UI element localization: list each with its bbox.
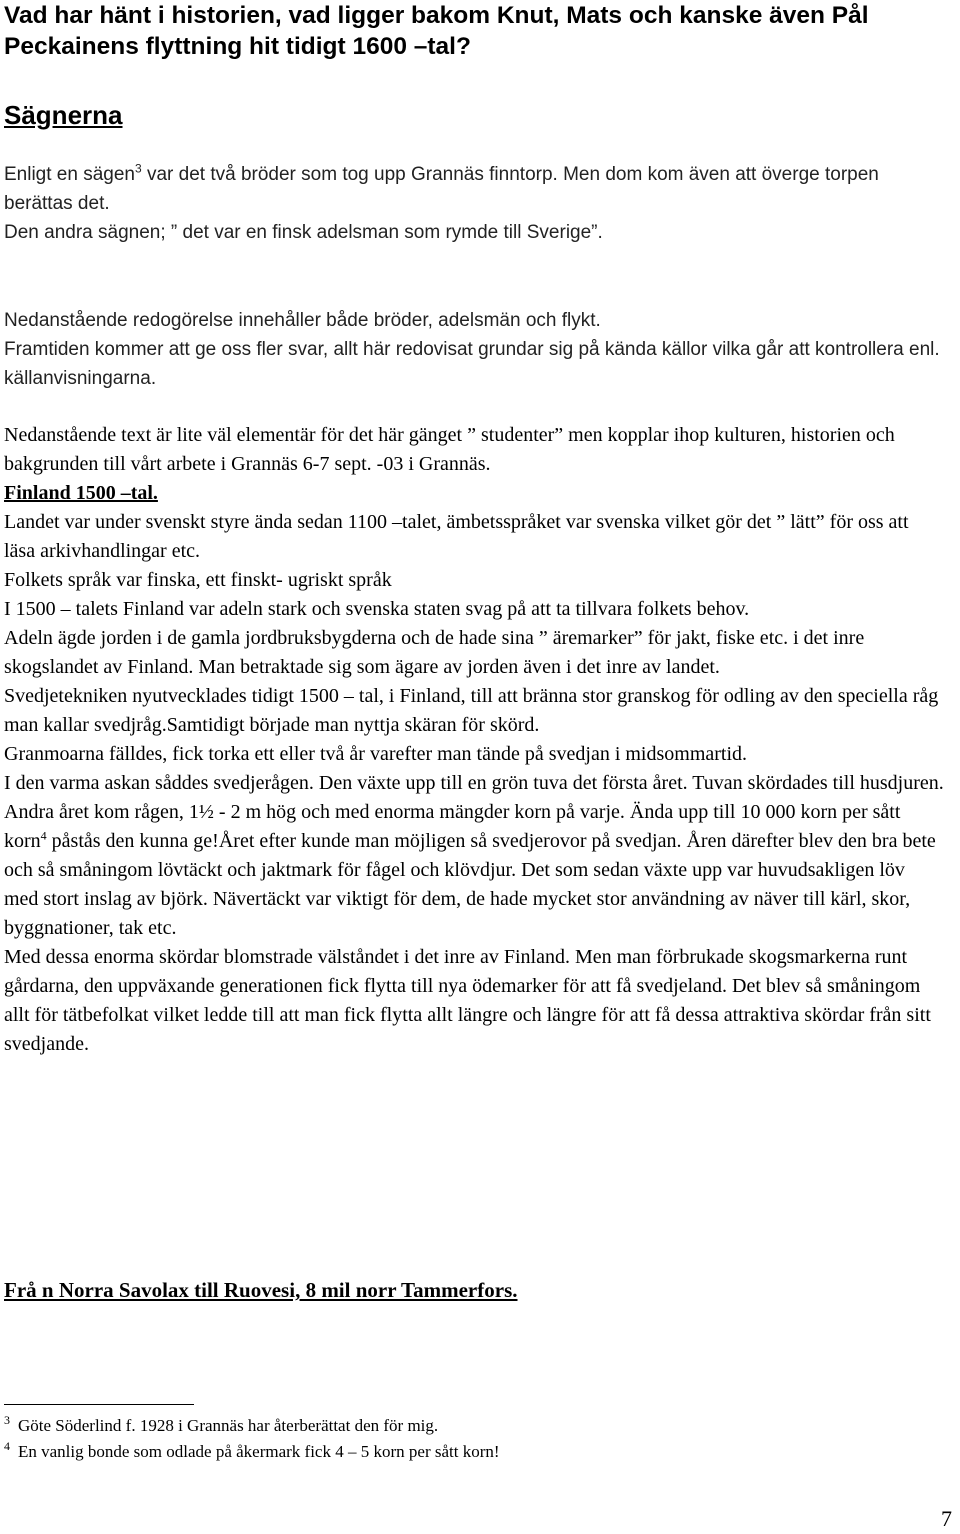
footnote-number: 3	[4, 1413, 10, 1428]
intro-paragraph-1: Nedanstående redogörelse innehåller både bröder, adelsmän och flykt.	[4, 310, 601, 331]
finland-paragraph-5: Svedjetekniken nyutvecklades tidigt 1500 – tal, i Finland, till att bränna stor granskog för odling av den speciella råg man kallar svedjråg.Samtidigt började man nyttja skäran för skörd.	[4, 685, 939, 736]
footnote-ref-4[interactable]: 4	[40, 828, 47, 843]
page-number: 7	[941, 1506, 952, 1531]
footnote-3	[4, 1413, 500, 1439]
intro-block	[4, 306, 944, 393]
sagner-paragraph-1	[4, 160, 944, 218]
footnote-text: Göte Söderlind f. 1928 i Grannäs har återberättat den för mig.	[18, 1416, 439, 1435]
section-heading-sagnerna: Sägnerna	[4, 100, 123, 130]
footnote-divider	[4, 1404, 194, 1405]
sagner-block	[4, 160, 944, 247]
footnotes	[4, 1413, 500, 1465]
finland-paragraph-3: I 1500 – talets Finland var adeln stark och svenska staten svag på att ta tillvara folkets behov.	[4, 598, 750, 620]
finland-paragraph-4: Adeln ägde jorden i de gamla jordbruksbygderna och de hade sina ” äremarker” för jakt, fiske etc. i det inre skogslandet av Finland. Man betraktade sig som ägare av jorden även i det inre av landet.	[4, 627, 865, 678]
footnote-text: En vanlig bonde som odlade på åkermark fick 4 – 5 korn per sått korn!	[18, 1442, 500, 1461]
footnote-4	[4, 1439, 500, 1465]
intro-paragraph-3: Nedanstående text är lite väl elementär för det här gänget ” studenter” men kopplar ihop kulturen, historien och bakgrunden till vårt arbete i Grannäs 6-7 sept. -03 i Grannäs.	[4, 424, 895, 475]
finland-paragraph-1: Landet var under svenskt styre ända sedan 1100 –talet, ämbetsspråket var svenska vilket gör det ” lätt” för oss att läsa arkivhandlingar etc.	[4, 511, 909, 562]
finland-paragraph-2: Folkets språk var finska, ett finskt- ugriskt språk	[4, 569, 392, 591]
finland-paragraph-6: Granmoarna fälldes, fick torka ett eller två år varefter man tände på svedjan i midsommartid.	[4, 743, 748, 765]
footnote-number: 4	[4, 1439, 10, 1454]
finland-block	[4, 421, 944, 1059]
sagner-paragraph-2: Den andra sägnen; ” det var en finsk adelsman som rymde till Sverige”.	[4, 222, 603, 243]
page-title: Vad har hänt i historien, vad ligger bakom Knut, Mats och kanske även Pål Peckainens flyttning hit tidigt 1600 –tal?	[4, 2, 869, 60]
finland-heading: Finland 1500 –tal.	[4, 482, 158, 504]
sagner-text-a: Enligt en sägen	[4, 164, 135, 185]
finland-paragraph-7-a: I den varma askan såddes svedjerågen. Den växte upp till en grön tuva det första året. Tuvan skördades till husdjuren. Andra året kom rågen, 1½ - 2 m hög och med enorma mängder korn på varje. Ända upp till 10 000 korn per sått korn	[4, 772, 944, 852]
finland-paragraph-7	[4, 769, 944, 943]
finland-paragraph-8: Med dessa enorma skördar blomstrade välståndet i det inre av Finland. Men man förbrukade skogsmarkerna runt gårdarna, den uppväxande generationen fick flytta till nya ödemarker för att få svedjeland. Det blev så småningom allt för tätbefolkat vilket ledde till att man fick flytta allt längre och längre för att få dessa attraktiva skördar från sitt svedjande.	[4, 946, 931, 1055]
finland-paragraph-7-b: påstås den kunna ge!Året efter kunde man möjligen så svedjerovor på svedjan. Åren därefter blev den bra bete och så småningom lövtäckt och jaktmark för fågel och klövdjur. Det som sedan växte upp var huvudsakligen löv med stort inslag av björk. Nävertäckt var viktigt för dem, de hade mycket stor användning av näver till kärl, skor, byggnationer, tak etc.	[4, 830, 936, 939]
sagner-text-b: var det två bröder som tog upp Grannäs finntorp. Men dom kom även att överge torpen berättas det.	[4, 164, 879, 214]
intro-paragraph-2: Framtiden kommer att ge oss fler svar, allt här redovisat grundar sig på kända källor vilka går att kontrollera enl. källanvisningarna.	[4, 339, 940, 389]
savolax-heading: Frå n Norra Savolax till Ruovesi, 8 mil norr Tammerfors.	[4, 1278, 518, 1302]
footnote-ref-3[interactable]: 3	[135, 161, 142, 176]
